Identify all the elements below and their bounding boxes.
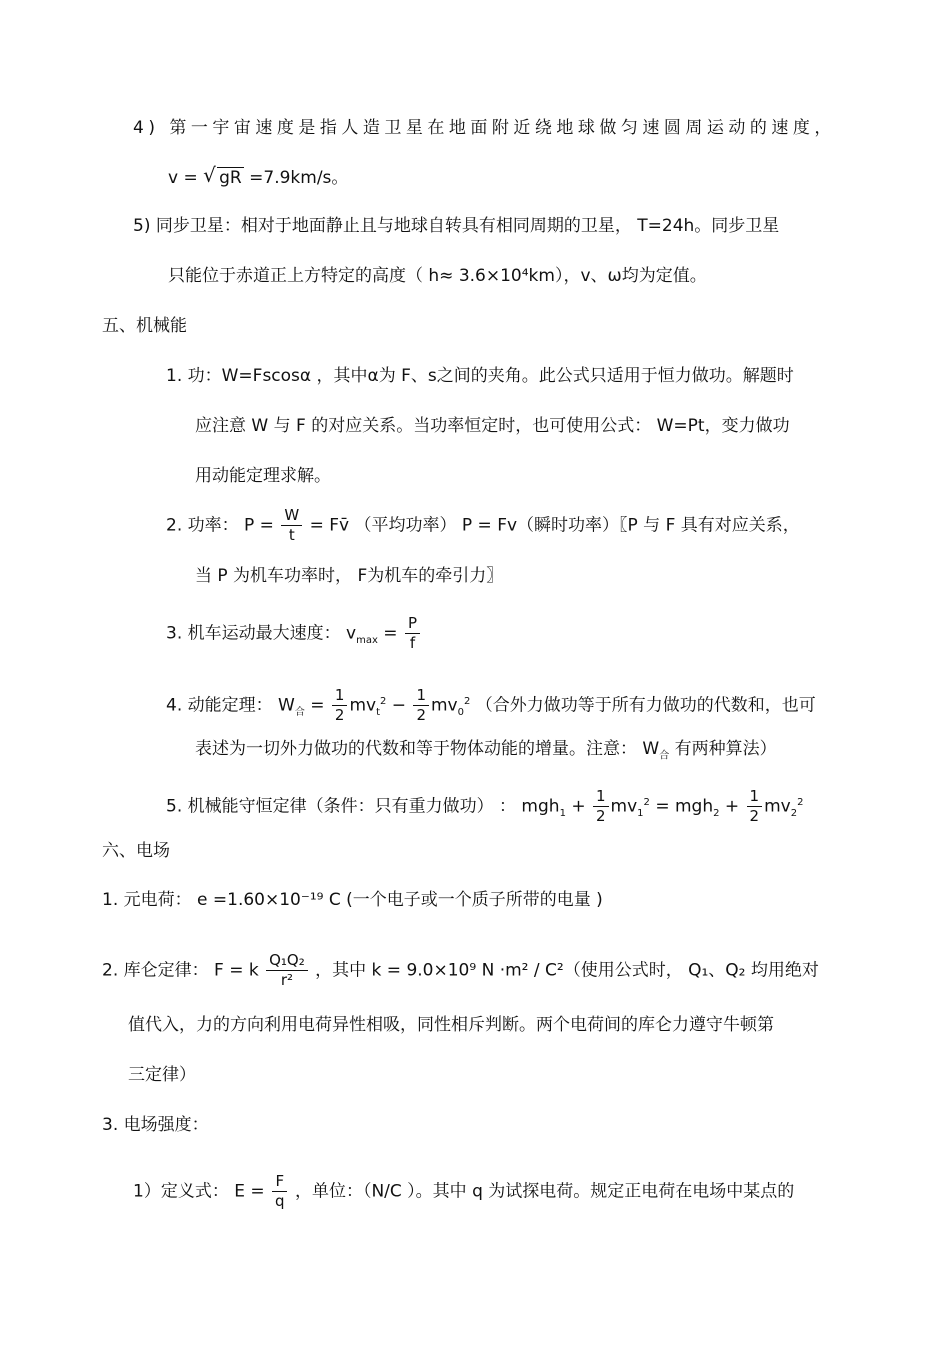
fraction (332, 686, 348, 725)
text-line: 用动能定理求解。 (195, 466, 331, 486)
formula-text: mv (349, 695, 377, 716)
formula-text: mv (610, 796, 638, 817)
fraction-numerator: Q₁Q₂ (266, 951, 308, 971)
formula-text: gR (219, 168, 242, 188)
formula-line (166, 686, 816, 725)
text-line: 3. 电场强度： (102, 1115, 209, 1135)
formula-line (166, 614, 422, 653)
fraction-denominator: f (409, 634, 416, 652)
formula-text: 4. 动能定理： W (166, 695, 295, 716)
formula-line (166, 506, 800, 545)
text-line: 1. 功：W=Fscosα ，其中α为 F、s之间的夹角。此公式只适用于恒力做功。解题时 (166, 366, 794, 386)
formula-subscript: max (356, 634, 378, 646)
formula-text: 1）定义式： E = (133, 1181, 265, 1202)
formula-line (168, 163, 349, 190)
fraction-numerator: W (281, 506, 302, 526)
fraction (281, 506, 302, 545)
text-line: 只能位于赤道正上方特定的高度（ h≈ 3.6×10⁴km），v、ω均为定值。 (168, 266, 707, 286)
formula-subscript: 合 (294, 706, 305, 718)
formula-text: − (391, 695, 407, 716)
formula-line (133, 1172, 794, 1211)
formula-subscript: t (376, 706, 380, 718)
formula-text: 2. 库仑定律： F = k (102, 960, 259, 981)
fraction-denominator: 2 (416, 706, 426, 724)
fraction-numerator: 1 (332, 686, 348, 706)
fraction-numerator: 1 (593, 787, 609, 807)
formula-text: = mgh (655, 796, 714, 817)
formula-text: + (724, 796, 740, 817)
formula-subscript: 1 (637, 807, 644, 819)
formula-text: mv (764, 796, 791, 817)
fraction-numerator: 1 (413, 686, 429, 706)
formula-text: = Fv̄ （平均功率） P = Fv（瞬时功率）〖P 与 F 具有对应关系， (309, 515, 800, 536)
sqrt-sign: √ gR (203, 163, 242, 188)
formula-text: ，其中 k = 9.0×10⁹ N ·m² / C²（使用公式时， Q₁、Q₂ 均用绝对 (315, 960, 819, 981)
text-line: 当 P 为机车功率时， F为机车的牵引力〗 (195, 566, 504, 586)
formula-subscript: 1 (559, 807, 566, 819)
formula-line (166, 787, 803, 826)
formula-superscript: 2 (463, 695, 471, 707)
text-line (195, 737, 777, 768)
formula-text: = (310, 695, 325, 716)
formula-text: + (571, 796, 586, 817)
fraction-numerator: P (405, 614, 420, 634)
fraction-numerator: 1 (747, 787, 763, 807)
text-line: 三定律） (128, 1065, 196, 1085)
text-line: 5) 同步卫星：相对于地面静止且与地球自转具有相同周期的卫星， T=24h。同步卫星 (133, 216, 780, 236)
text-line: 4) 第一宇宙速度是指人造卫星在地面附近绕地球做匀速圆周运动的速度， (133, 118, 836, 138)
fraction (413, 686, 429, 725)
formula-text: 5. 机械能守恒定律（条件：只有重力做功） ： mgh (166, 796, 560, 817)
fraction (405, 614, 420, 653)
text-line: 1. 元电荷： e =1.60×10⁻¹⁹ C (一个电子或一个质子所带的电量 ) (102, 890, 603, 910)
fraction (593, 787, 609, 826)
formula-text: 有两种算法） (669, 739, 777, 759)
fraction-numerator: F (272, 1172, 287, 1192)
formula-subscript: 2 (713, 807, 720, 819)
fraction-denominator: 2 (749, 807, 760, 825)
fraction-denominator: q (275, 1192, 285, 1210)
text-line: 值代入，力的方向利用电荷异性相吸，同性相斥判断。两个电荷间的库仑力遵守牛顿第 (128, 1015, 774, 1035)
formula-text: 2. 功率： P = (166, 515, 274, 536)
formula-superscript: 2 (380, 695, 387, 707)
text-line: 应注意 W 与 F 的对应关系。当功率恒定时，也可使用公式： W=Pt，变力做功 (195, 416, 790, 436)
formula-text: 表述为一切外力做功的代数和等于物体动能的增量。注意： W (195, 739, 660, 759)
formula-superscript: 2 (643, 796, 650, 808)
fraction-denominator: t (288, 526, 295, 544)
formula-subscript: 合 (659, 750, 670, 762)
fraction (266, 951, 308, 990)
fraction (747, 787, 763, 826)
fraction (272, 1172, 288, 1211)
formula-text: = (383, 623, 398, 644)
formula-superscript: 2 (797, 796, 804, 808)
formula-subscript: 0 (457, 706, 464, 718)
formula-text: ，单位：（N/C ）。其中 q 为试探电荷。规定正电荷在电场中某点的 (294, 1181, 795, 1202)
fraction-denominator: r² (280, 971, 294, 989)
formula-text: （合外力做功等于所有力做功的代数和，也可 (475, 695, 816, 716)
formula-text: =7.9km/s。 (249, 168, 349, 188)
formula-text: 3. 机车运动最大速度： v (166, 623, 357, 644)
section-heading: 六、电场 (102, 841, 170, 861)
formula-line (102, 951, 819, 990)
formula-text: mv (430, 695, 458, 716)
fraction-denominator: 2 (596, 807, 606, 825)
formula-subscript: 2 (790, 807, 798, 819)
fraction-denominator: 2 (334, 706, 345, 724)
formula-text: v = (168, 168, 198, 188)
section-heading: 五、机械能 (102, 316, 187, 336)
